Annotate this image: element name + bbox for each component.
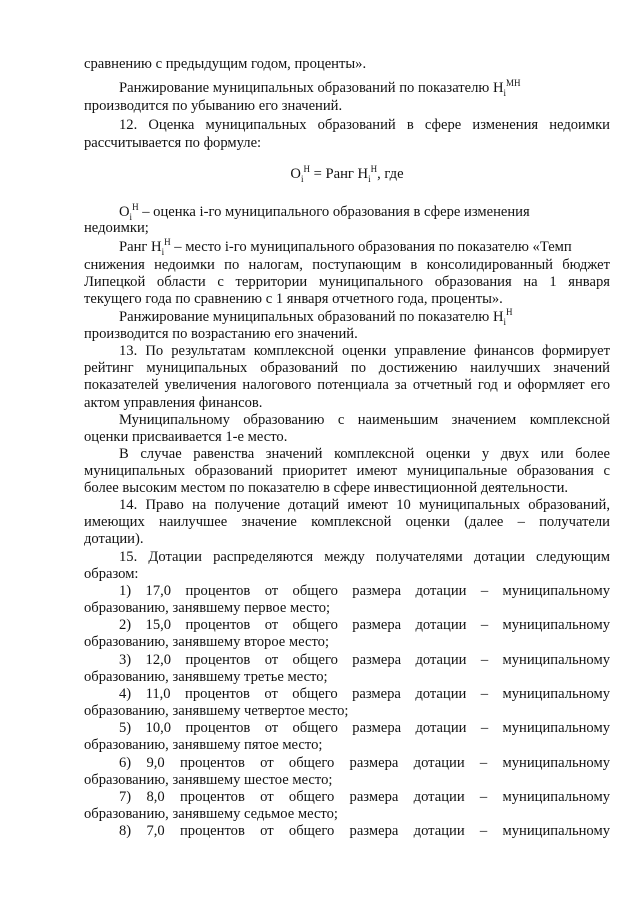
text-line: Липецкой области с территории муниципального образования на 1 января	[84, 274, 610, 290]
list-item: 1) 17,0 процентов от общего размера дотации – муниципальному	[119, 583, 610, 599]
formula	[84, 166, 610, 182]
def-sup: Н	[164, 237, 171, 248]
text-line: производится по убыванию его значений.	[84, 98, 343, 114]
formula-sup: Н	[303, 164, 310, 175]
list-item: образованию, занявшему второе место;	[84, 634, 330, 650]
text-line: 13. По результатам комплексной оценки управление финансов формирует	[119, 343, 610, 359]
def-symbol: Ранг Н	[119, 239, 162, 255]
list-item: 4) 11,0 процентов от общего размера дотации – муниципальному	[119, 686, 610, 702]
text-line	[119, 239, 610, 255]
text-line: В случае равенства значений комплексной оценки у двух или более	[119, 446, 610, 462]
text-line: муниципальных образований приоритет имеют муниципальные образования с	[84, 463, 610, 479]
list-item: образованию, занявшему пятое место;	[84, 737, 323, 753]
list-item: 7) 8,0 процентов от общего размера дотации – муниципальному	[119, 789, 610, 805]
def-sub: i	[161, 246, 165, 257]
index-sub: i	[503, 87, 507, 98]
list-item: образованию, занявшему четвертое место;	[84, 703, 349, 719]
formula-sub: i	[368, 173, 371, 184]
list-item: 3) 12,0 процентов от общего размера дотации – муниципальному	[119, 652, 610, 668]
def-sup: Н	[132, 202, 139, 213]
index-sup: Н	[506, 307, 513, 318]
def-symbol: О	[119, 204, 130, 220]
text-line: текущего года по сравнению с 1 января отчетного года, проценты».	[84, 291, 503, 307]
text-line: дотации).	[84, 531, 144, 547]
text-line: рейтинг муниципальных образований по достижению наилучших значений	[84, 360, 610, 376]
text-line: производится по возрастанию его значений.	[84, 326, 358, 342]
text-line: рассчитывается по формуле:	[84, 135, 262, 151]
text-line: снижения недоимки по налогам, поступающим в консолидированный бюджет	[84, 257, 610, 273]
text-line	[119, 80, 610, 96]
text-line: актом управления финансов.	[84, 395, 263, 411]
list-item: образованию, занявшему третье место;	[84, 669, 328, 685]
text-line: 15. Дотации распределяются между получателями дотации следующим	[119, 549, 610, 565]
def-text: – оценка i-го муниципального образования в сфере изменения	[138, 204, 530, 220]
text-line: оценки присваивается 1-е место.	[84, 429, 288, 445]
list-item: 8) 7,0 процентов от общего размера дотации – муниципальному	[119, 823, 610, 839]
list-item: образованию, занявшему седьмое место;	[84, 806, 338, 822]
ranking-text: Ранжирование муниципальных образований по показателю Н	[119, 80, 504, 96]
list-item: образованию, занявшему первое место;	[84, 600, 331, 616]
text-line: 14. Право на получение дотаций имеют 10 муниципальных образований,	[119, 497, 610, 513]
formula-sup: Н	[370, 164, 378, 175]
text-line: более высоким местом по показателю в сфере инвестиционной деятельности.	[84, 480, 569, 496]
def-text: – место i-го муниципального образования по показателю «Темп	[170, 239, 572, 255]
text-line	[119, 204, 610, 220]
text-line: Муниципальному образованию с наименьшим значением комплексной	[119, 412, 610, 428]
list-item: 2) 15,0 процентов от общего размера дотации – муниципальному	[119, 617, 610, 633]
text-line: имеющих наилучшее значение комплексной оценки (далее – получатели	[84, 514, 610, 530]
text-line: недоимки;	[84, 220, 149, 236]
formula-sub: i	[300, 173, 304, 184]
list-item: 6) 9,0 процентов от общего размера дотации – муниципальному	[119, 755, 610, 771]
formula-mid: = Ранг Н	[309, 166, 369, 182]
text-line: показателей увеличения налогового потенциала за отчетный год и оформляет его	[84, 377, 610, 393]
formula-o: О	[290, 166, 301, 182]
index-sub: i	[503, 316, 507, 327]
text-line: образом:	[84, 566, 139, 582]
list-item: образованию, занявшему шестое место;	[84, 772, 333, 788]
text-line: сравнению с предыдущим годом, проценты».	[84, 56, 367, 72]
text-line: 12. Оценка муниципальных образований в сфере изменения недоимки	[119, 117, 610, 133]
index-sup: МН	[506, 78, 521, 89]
ranking-text: Ранжирование муниципальных образований по показателю Н	[119, 309, 504, 325]
formula-end: , где	[377, 166, 404, 182]
list-item: 5) 10,0 процентов от общего размера дотации – муниципальному	[119, 720, 610, 736]
def-sub: i	[129, 211, 133, 222]
text-line	[119, 309, 610, 325]
